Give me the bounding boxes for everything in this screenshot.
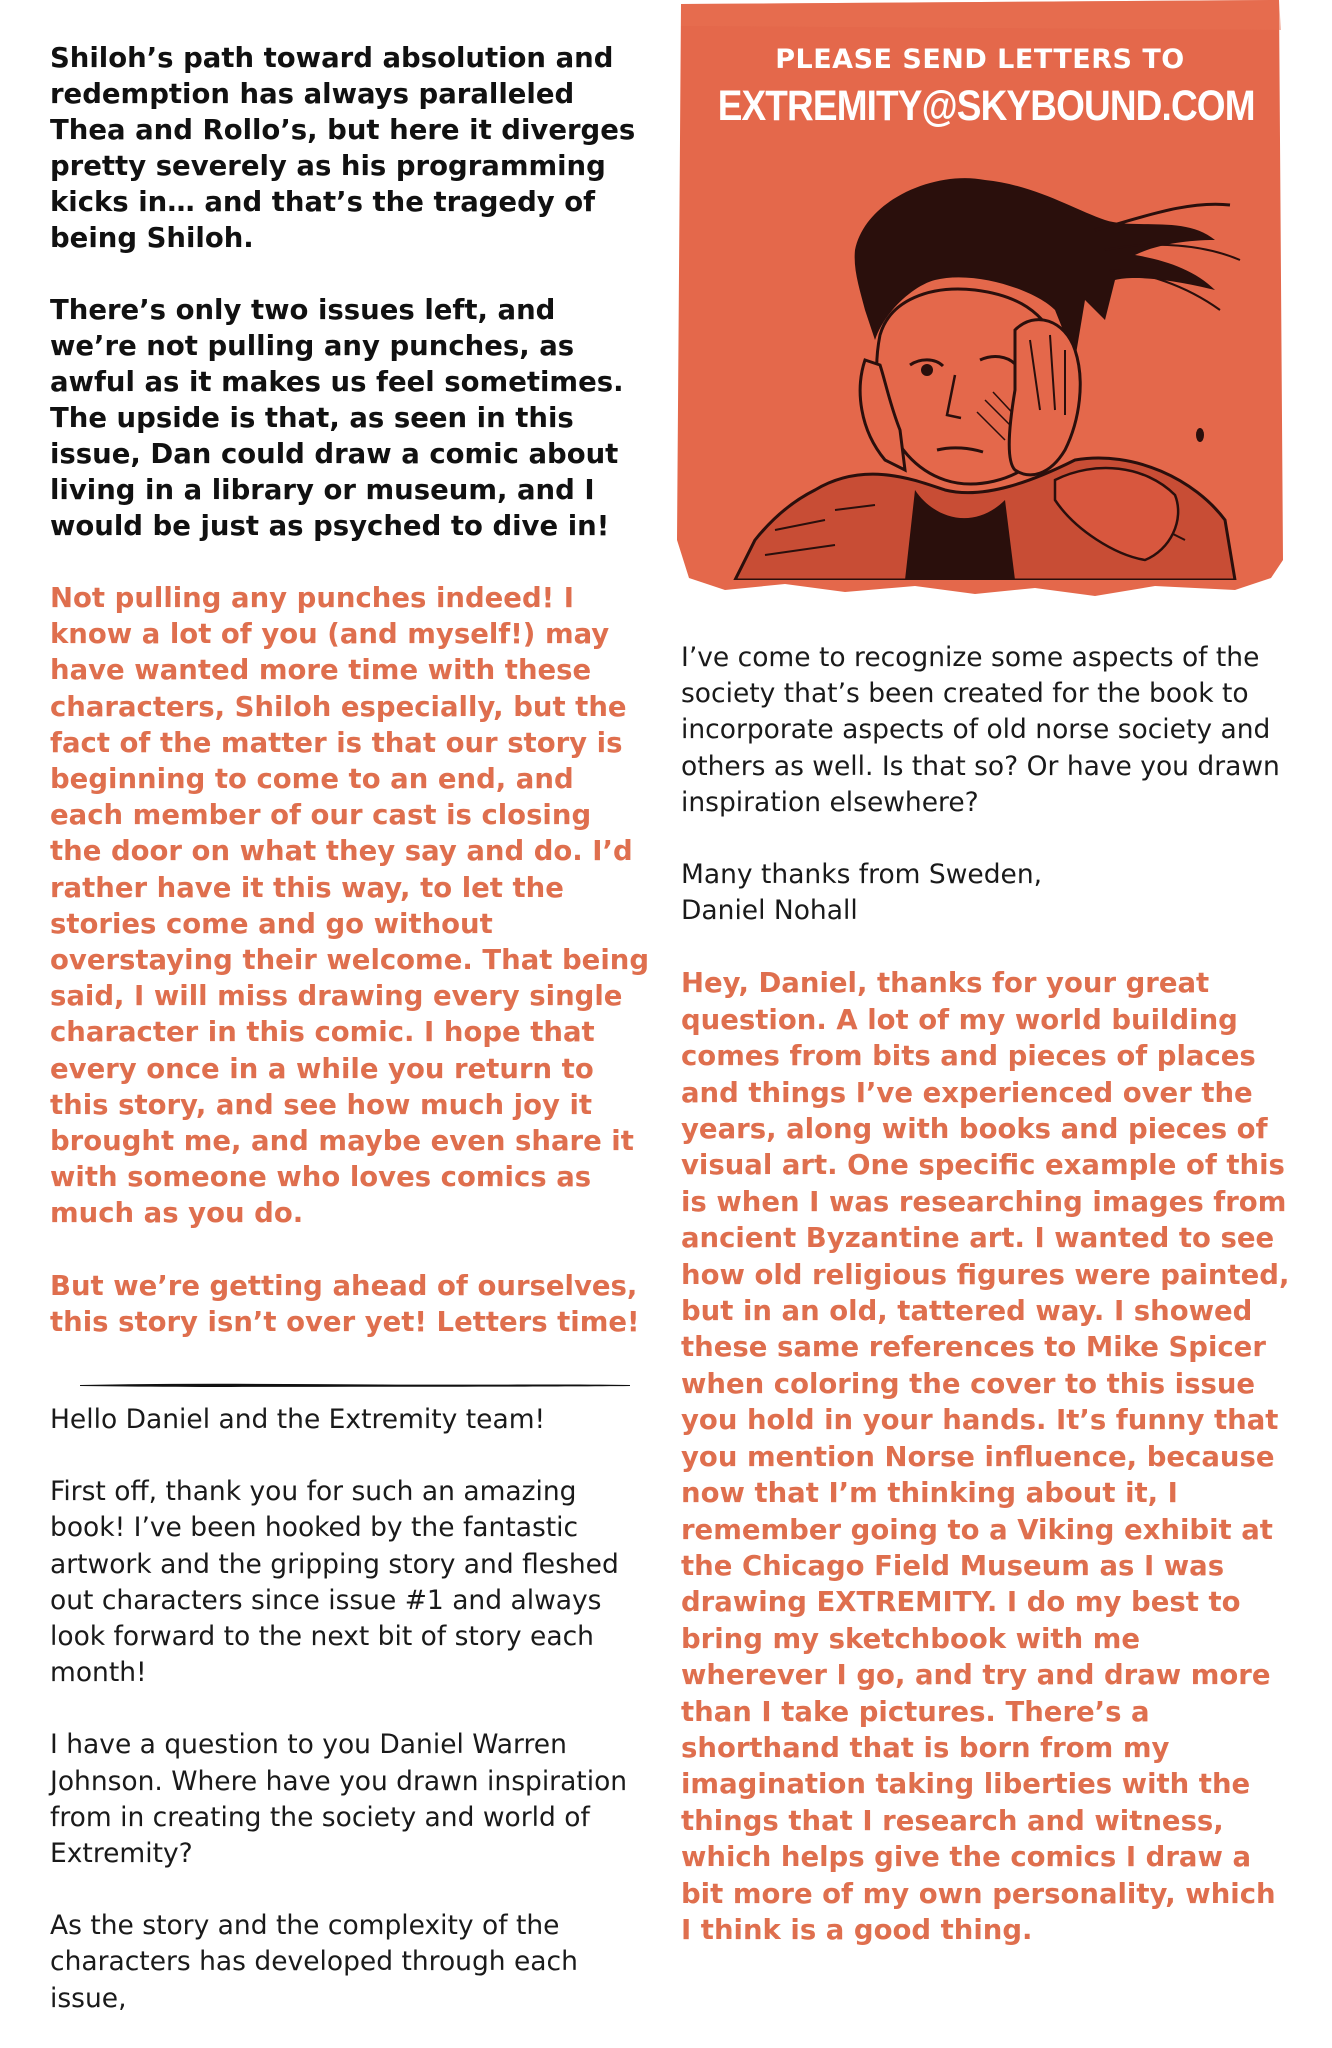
letter-signature: Daniel Nohall	[681, 895, 858, 927]
letter-paragraph-2: I have a question to you Daniel Warren Johnson. Where have you drawn inspiration from in creating the society and world of Extremity?	[50, 1729, 628, 1870]
artist-reply: Hey, Daniel, thanks for your great question. A lot of my world building comes from bits and pieces of places and things I’ve experienced over the years, along with books and pieces of visual art. One specific example of this is when I was researching images from ancient Byzantine art. I wanted to see how old religious figures were painted, but in an old, tattered way. I showed these same references to Mike Spicer when coloring the cover to this issue you hold in your hands. It’s funny that you mention Norse influence, because now that I’m thinking about it, I remember going to a Viking exhibit at the Chicago Field Museum as I was drawing EXTREMITY. I do my best to bring my sketchbook with me wherever I go, and try and draw more than I take pictures. There’s a shorthand that is born from my imagination taking liberties with the things that I research and witness, which helps give the comics I draw a bit more of my own personality, which I think is a good thing.	[681, 967, 1290, 1946]
editor-paragraph-1: Shiloh’s path toward absolution and redemption has always paralleled Thea and Rollo’s, but here it diverges pretty severely as his programming kicks in… and that’s the tragedy of being Shiloh.	[50, 42, 636, 254]
poster-headline: PLEASE SEND LETTERS TO	[775, 44, 1185, 75]
editor-paragraph-2: There’s only two issues left, and we’re not pulling any punches, as awful as it makes us feel sometimes. The upside is that, as seen in this issue, Dan could draw a comic about living in a library or museum, and I would be just as psyched to dive in!	[50, 294, 624, 542]
right-column	[681, 640, 1291, 1984]
girl-portrait-illustration	[715, 160, 1245, 580]
letters-poster	[675, 0, 1285, 598]
letter-signoff: Many thanks from Sweden,	[681, 859, 1043, 891]
letter-paragraph-1: First off, thank you for such an amazing book! I’ve been hooked by the fantastic artwork and the gripping story and fleshed out characters since issue #1 and always look forward to the next bit of story each month!	[50, 1476, 619, 1689]
left-column	[50, 40, 650, 1376]
letter-greeting: Hello Daniel and the Extremity team!	[50, 1404, 546, 1435]
letter-paragraph-3-continued: I’ve come to recognize some aspects of the society that’s been created for the book to incorporate aspects of old norse society and others as well. Is that so? Or have you drawn inspiration elsewhere?	[681, 642, 1280, 818]
reader-letter	[50, 1402, 650, 2017]
artist-paragraph-2: But we’re getting ahead of ourselves, this story isn’t over yet! Letters time!	[50, 1269, 640, 1338]
artist-paragraph-1: Not pulling any punches indeed! I know a lot of you (and myself!) may have wanted more time with these characters, Shiloh especially, but the fact of the matter is that our story is beginning to come to an end, and each member of our cast is closing the door on what they say and do. I’d rather have it this way, to let the stories come and go without overstaying their welcome. That being said, I will miss drawing every single character in this comic. I hope that every once in a while you return to this story, and see how much joy it brought me, and maybe even share it with someone who loves comics as much as you do.	[50, 582, 650, 1230]
letter-paragraph-3: As the story and the complexity of the characters has developed through each issue,	[50, 1910, 578, 2014]
poster-email: EXTREMITY@SKYBOUND.COM	[717, 82, 1255, 130]
section-divider	[80, 1382, 630, 1386]
